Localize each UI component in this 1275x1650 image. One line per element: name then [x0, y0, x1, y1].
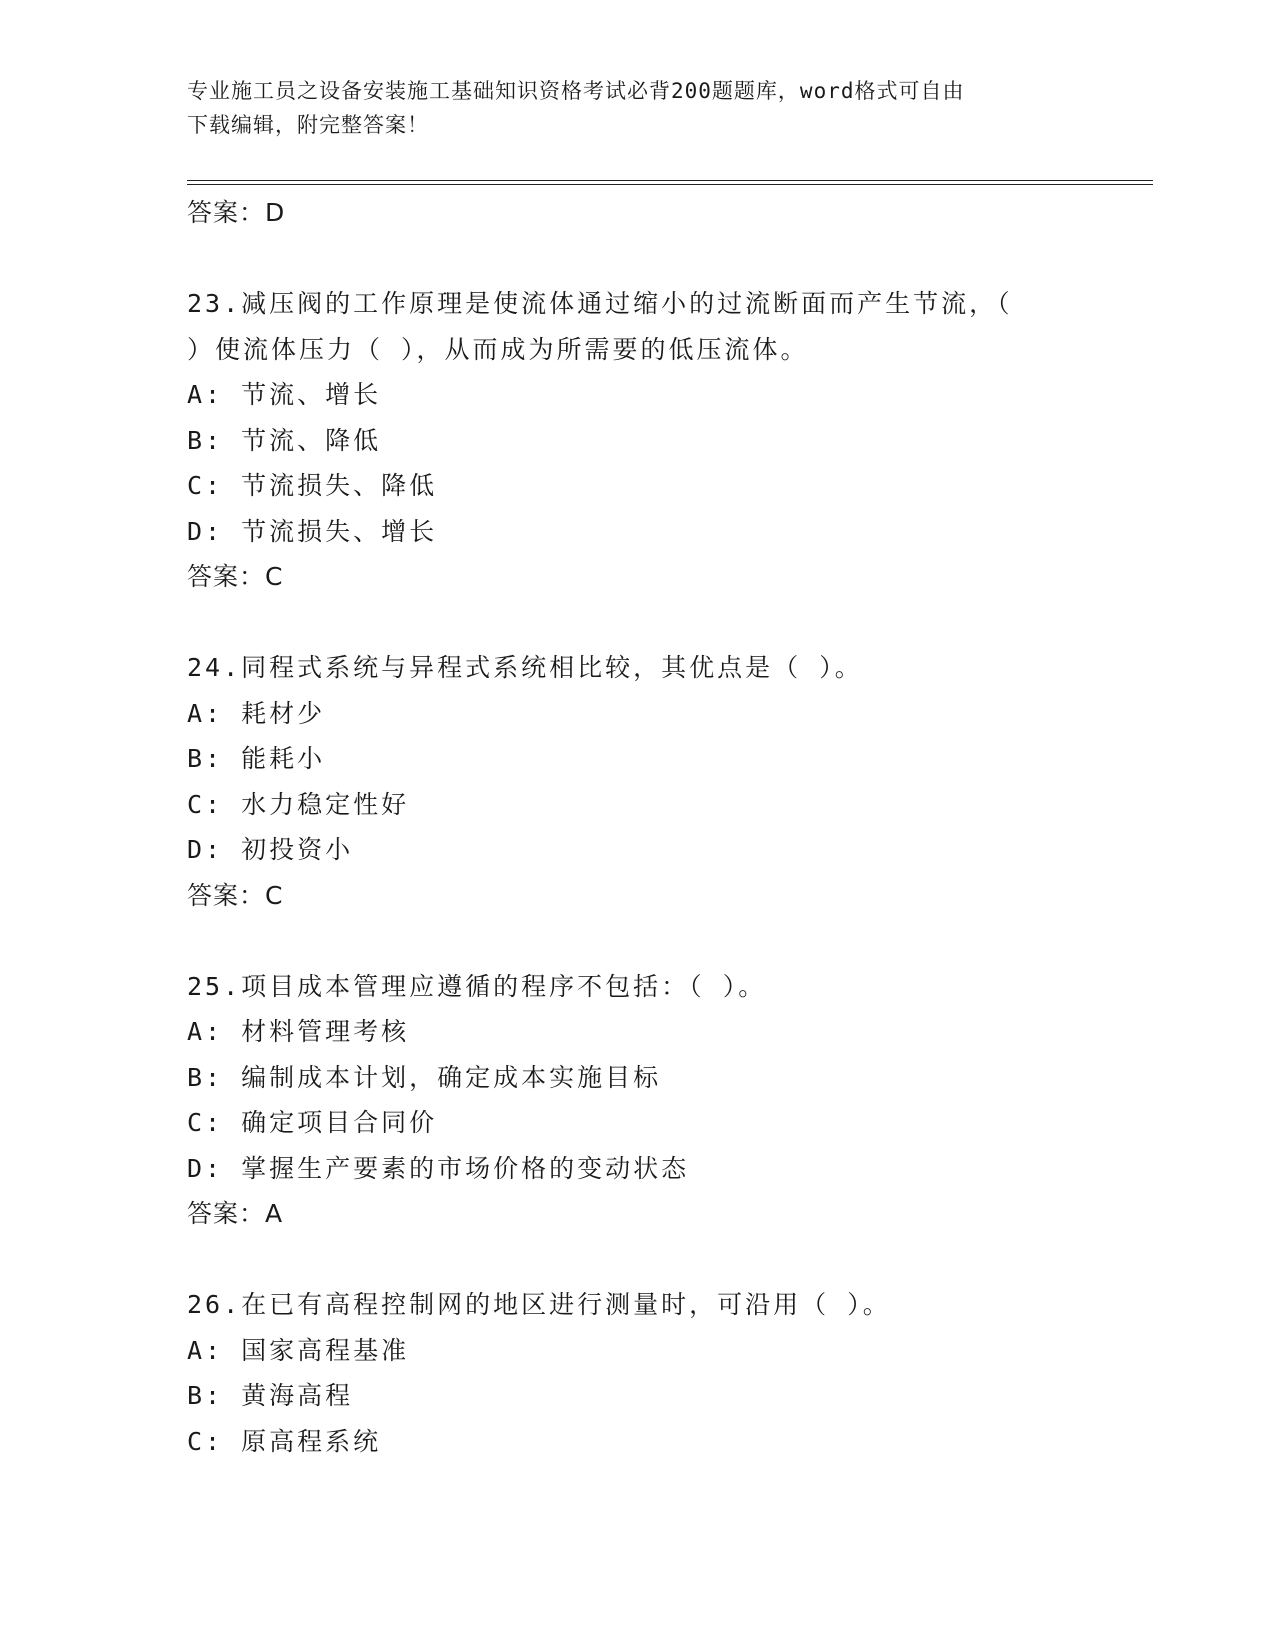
answer: 答案：C: [187, 562, 284, 591]
previous-answer: 答案：D: [187, 198, 286, 227]
question-25: [187, 964, 1153, 1237]
spacer: [187, 600, 1153, 646]
spacer: [187, 918, 1153, 964]
document-header: [187, 74, 1087, 142]
header-line-2: 下载编辑，附完整答案！: [187, 113, 429, 137]
question-text: 25.项目成本管理应遵循的程序不包括：（ ）。: [187, 971, 767, 1001]
option-c: C: 水力稳定性好: [187, 789, 410, 819]
option-b: B: 节流、降低: [187, 425, 382, 455]
spacer: [187, 236, 1153, 282]
option-c: C: 原高程系统: [187, 1426, 382, 1456]
question-26: [187, 1282, 1153, 1464]
option-a: A: 耗材少: [187, 698, 326, 728]
option-c: C: 节流损失、降低: [187, 471, 438, 500]
document-body: [187, 190, 1153, 1464]
option-d: D: 节流损失、增长: [187, 516, 438, 546]
option-d: D: 初投资小: [187, 835, 354, 864]
option-b: B: 编制成本计划，确定成本实施目标: [187, 1062, 662, 1092]
header-line-1: 专业施工员之设备安装施工基础知识资格考试必背200题题库，word格式可自由: [187, 79, 965, 103]
option-d: D: 掌握生产要素的市场价格的变动状态: [187, 1153, 690, 1183]
header-rule-top: [187, 180, 1153, 181]
spacer: [187, 1237, 1153, 1283]
question-text: 24.同程式系统与异程式系统相比较，其优点是（ ）。: [187, 653, 863, 682]
question-24: [187, 645, 1153, 918]
question-23: [187, 281, 1153, 600]
answer: 答案：A: [187, 1199, 284, 1228]
option-b: B: 黄海高程: [187, 1381, 354, 1410]
question-text: 26.在已有高程控制网的地区进行测量时，可沿用（ ）。: [187, 1290, 891, 1319]
option-a: A: 节流、增长: [187, 380, 382, 409]
option-a: A: 国家高程基准: [187, 1335, 410, 1365]
question-text-cont: ）使流体压力（ ），从而成为所需要的低压流体。: [187, 334, 809, 364]
question-text: 23.减压阀的工作原理是使流体通过缩小的过流断面而产生节流，（: [187, 289, 1013, 318]
option-c: C: 确定项目合同价: [187, 1108, 438, 1137]
option-a: A: 材料管理考核: [187, 1017, 410, 1046]
answer: 答案：C: [187, 880, 284, 910]
header-rule-bottom: [187, 184, 1153, 185]
option-b: B: 能耗小: [187, 744, 326, 773]
